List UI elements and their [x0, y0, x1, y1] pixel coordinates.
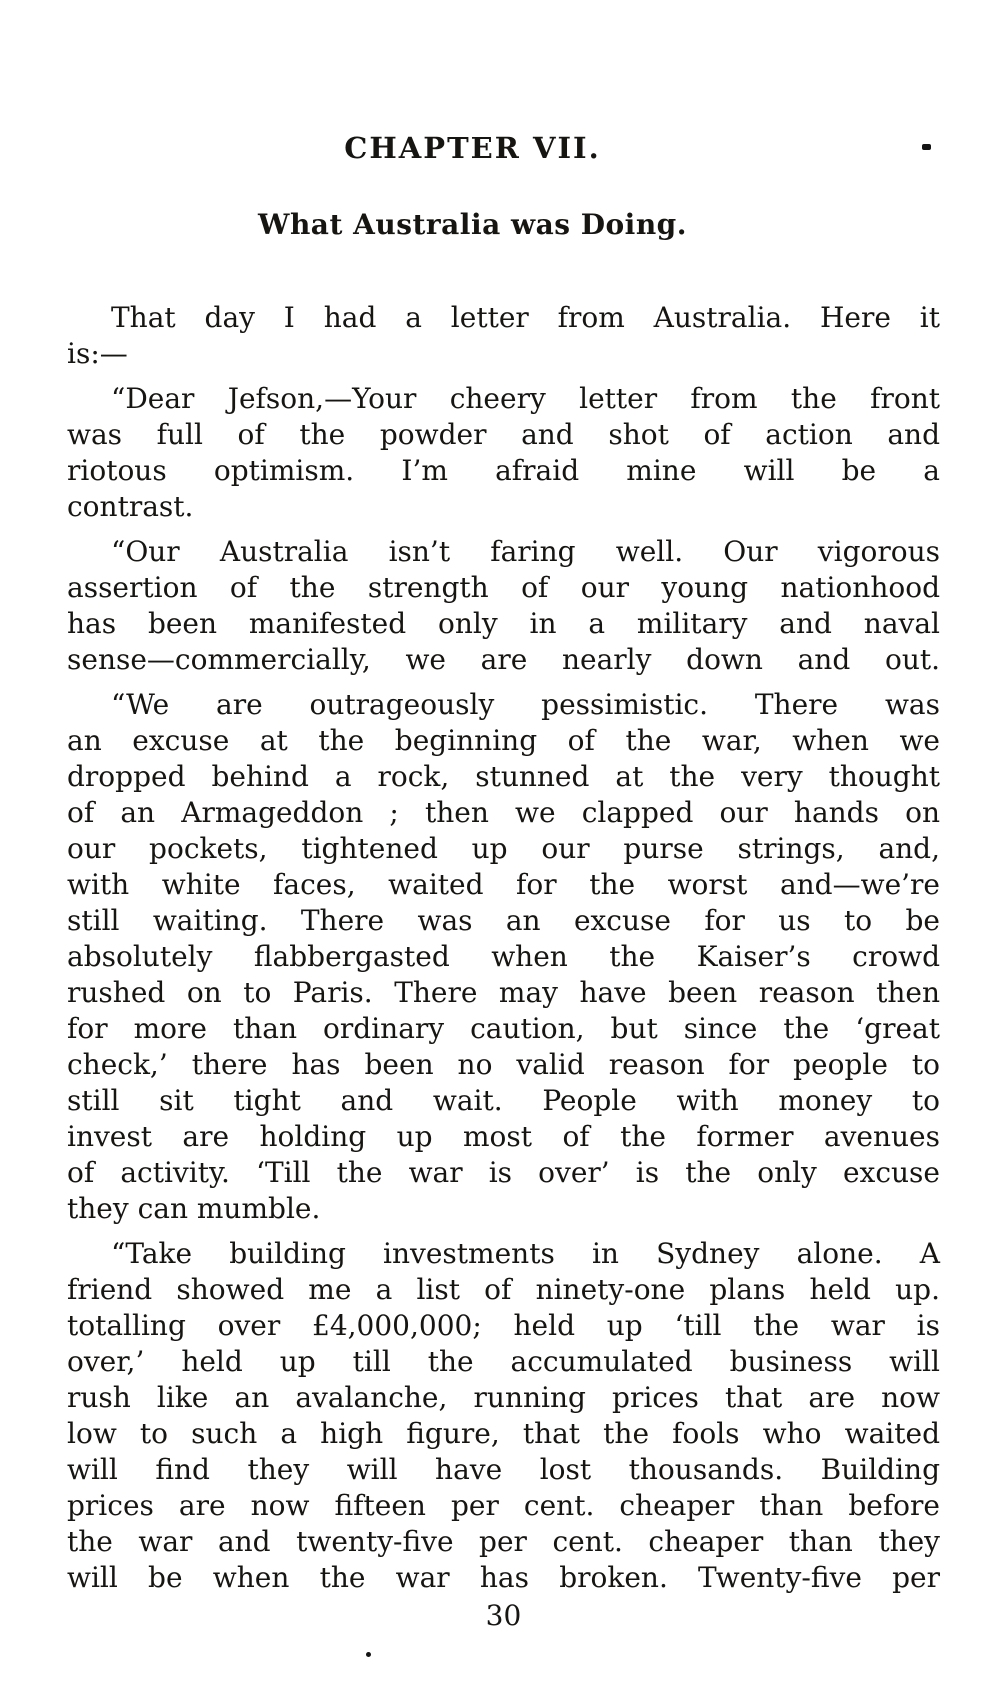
text-line: absolutely flabbergasted when the Kaiser’s crowd [67, 940, 940, 973]
text-line: the war and twenty-five per cent. cheaper than they [67, 1525, 940, 1558]
text-line: contrast. [67, 490, 194, 523]
paragraph [67, 381, 940, 525]
text-line: assertion of the strength of our young nationhood [67, 571, 940, 604]
paragraph [67, 534, 940, 678]
text-line: of an Armageddon ; then we clapped our hands on [67, 796, 940, 829]
text-line: with white faces, waited for the worst and—we’re [67, 868, 940, 901]
text-line: “Dear Jefson,—Your cheery letter from the front [111, 382, 940, 415]
text-line: was full of the powder and shot of action and [67, 418, 940, 451]
page-number: 30 [485, 1599, 522, 1632]
text-line: prices are now fifteen per cent. cheaper than before [67, 1489, 940, 1522]
text-line: will be when the war has broken. Twenty-five per [67, 1561, 940, 1594]
text-line: check,’ there has been no valid reason for people to [67, 1048, 940, 1081]
chapter-heading: CHAPTER VII. [344, 131, 601, 165]
text-line: “We are outrageously pessimistic. There was [111, 688, 940, 721]
text-line: dropped behind a rock, stunned at the very thought [67, 760, 940, 793]
text-line: friend showed me a list of ninety-one plans held up. [67, 1273, 940, 1306]
text-line: That day I had a letter from Australia. Here it [111, 301, 940, 334]
text-line: our pockets, tightened up our purse strings, and, [67, 832, 940, 865]
text-line: totalling over £4,000,000; held up ‘till the war is [67, 1309, 940, 1342]
text-line: low to such a high figure, that the fools who waited [67, 1417, 940, 1450]
section-title: What Australia was Doing. [258, 208, 687, 241]
paragraph [67, 1236, 940, 1596]
ink-speck-bottom [366, 1652, 371, 1657]
text-line: an excuse at the beginning of the war, when we [67, 724, 940, 757]
text-line: “Our Australia isn’t faring well. Our vigorous [111, 535, 940, 568]
text-line: rush like an avalanche, running prices that are now [67, 1381, 940, 1414]
text-line: sense—commercially, we are nearly down and out. [67, 643, 940, 676]
paragraph [67, 300, 940, 372]
paragraph [67, 687, 940, 1227]
text-line: riotous optimism. I’m afraid mine will be a [67, 454, 940, 487]
text-column [67, 0, 940, 1698]
text-line: still waiting. There was an excuse for us to be [67, 904, 940, 937]
text-line: is:— [67, 337, 128, 370]
text-line: invest are holding up most of the former avenues [67, 1120, 940, 1153]
text-line: will find they will have lost thousands. Building [67, 1453, 940, 1486]
text-line: rushed on to Paris. There may have been reason then [67, 976, 940, 1009]
text-line: has been manifested only in a military and naval [67, 607, 940, 640]
text-line: “Take building investments in Sydney alone. A [111, 1237, 940, 1270]
body-text [67, 300, 940, 1596]
text-line: for more than ordinary caution, but since the ‘great [67, 1012, 940, 1045]
text-line: of activity. ‘Till the war is over’ is the only excuse [67, 1156, 940, 1189]
text-line: they can mumble. [67, 1192, 321, 1225]
ink-speck-top-right [922, 144, 931, 150]
text-line: over,’ held up till the accumulated business will [67, 1345, 940, 1378]
text-line: still sit tight and wait. People with money to [67, 1084, 940, 1117]
